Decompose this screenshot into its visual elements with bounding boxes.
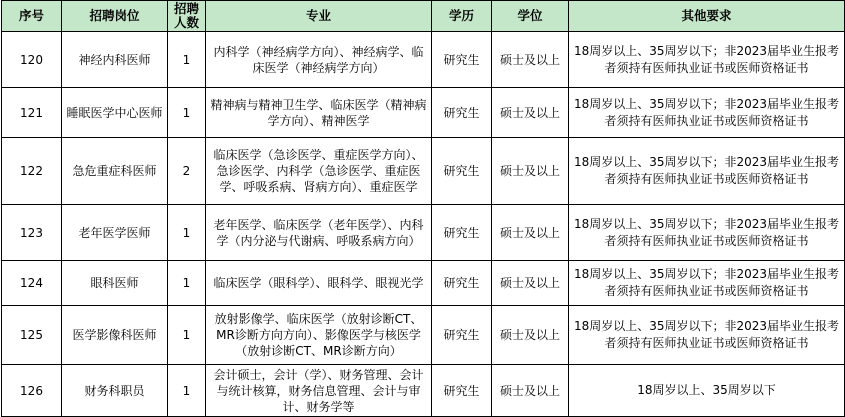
header-count: 招聘人数 [168,1,206,32]
header-id: 序号 [2,1,62,32]
cell-education: 研究生 [432,205,492,261]
cell-count: 1 [168,88,206,138]
cell-major: 临床医学（急诊医学、重症医学方向）、急诊医学、内科学（急诊医学、重症医学、呼吸系病、肾病方向）、重症医学 [206,138,432,205]
header-position: 招聘岗位 [62,1,168,32]
cell-major: 老年医学、临床医学（老年医学）、内科学（内分泌与代谢病、呼吸系病方向） [206,205,432,261]
table-row [2,32,845,88]
table-row [2,88,845,138]
header-education: 学历 [432,1,492,32]
cell-position: 老年医学医师 [62,205,168,261]
cell-degree: 硕士及以上 [492,205,569,261]
table-row [2,138,845,205]
table-row [2,365,845,417]
cell-count: 1 [168,306,206,365]
cell-position: 财务科职员 [62,365,168,417]
cell-requirement: 18周岁以上、35周岁以下；非2023届毕业生报考者须持有医师执业证书或医师资格证书 [569,88,845,138]
cell-degree: 硕士及以上 [492,261,569,306]
header-degree: 学位 [492,1,569,32]
cell-education: 研究生 [432,138,492,205]
cell-count: 1 [168,32,206,88]
cell-major: 精神病与精神卫生学、临床医学（精神病学方向）、精神医学 [206,88,432,138]
cell-major: 临床医学（眼科学）、眼科学、眼视光学 [206,261,432,306]
header-requirement: 其他要求 [569,1,845,32]
cell-requirement: 18周岁以上、35周岁以下；非2023届毕业生报考者须持有医师执业证书或医师资格证书 [569,306,845,365]
cell-requirement: 18周岁以上、35周岁以下；非2023届毕业生报考者须持有医师执业证书或医师资格证书 [569,261,845,306]
cell-id: 122 [2,138,62,205]
cell-count: 2 [168,138,206,205]
cell-requirement: 18周岁以上、35周岁以下 [569,365,845,417]
cell-id: 121 [2,88,62,138]
cell-requirement: 18周岁以上、35周岁以下；非2023届毕业生报考者须持有医师执业证书或医师资格证书 [569,138,845,205]
cell-position: 急危重症科医师 [62,138,168,205]
cell-education: 研究生 [432,32,492,88]
recruitment-table [1,0,845,417]
cell-id: 124 [2,261,62,306]
cell-id: 123 [2,205,62,261]
cell-degree: 硕士及以上 [492,306,569,365]
cell-position: 眼科医师 [62,261,168,306]
cell-count: 1 [168,261,206,306]
cell-position: 睡眠医学中心医师 [62,88,168,138]
cell-major: 会计硕士，会计（学）、财务管理、会计与统计核算，财务信息管理、会计与审计、财务学等 [206,365,432,417]
cell-education: 研究生 [432,365,492,417]
table-row [2,205,845,261]
cell-degree: 硕士及以上 [492,88,569,138]
cell-count: 1 [168,205,206,261]
header-major: 专业 [206,1,432,32]
cell-requirement: 18周岁以上、35周岁以下；非2023届毕业生报考者须持有医师执业证书或医师资格证书 [569,205,845,261]
cell-degree: 硕士及以上 [492,365,569,417]
cell-position: 神经内科医师 [62,32,168,88]
cell-id: 126 [2,365,62,417]
cell-position: 医学影像科医师 [62,306,168,365]
cell-major: 放射影像学、临床医学（放射诊断CT、MR诊断方向方向）、影像医学与核医学（放射诊断CT、MR诊断方向） [206,306,432,365]
cell-degree: 硕士及以上 [492,138,569,205]
cell-degree: 硕士及以上 [492,32,569,88]
cell-education: 研究生 [432,88,492,138]
table-row [2,306,845,365]
cell-requirement: 18周岁以上、35周岁以下；非2023届毕业生报考者须持有医师执业证书或医师资格证书 [569,32,845,88]
cell-education: 研究生 [432,261,492,306]
table-row [2,261,845,306]
cell-count: 1 [168,365,206,417]
cell-id: 120 [2,32,62,88]
header-row [2,1,845,32]
cell-id: 125 [2,306,62,365]
cell-major: 内科学（神经病学方向）、神经病学、临床医学（神经病学方向） [206,32,432,88]
cell-education: 研究生 [432,306,492,365]
